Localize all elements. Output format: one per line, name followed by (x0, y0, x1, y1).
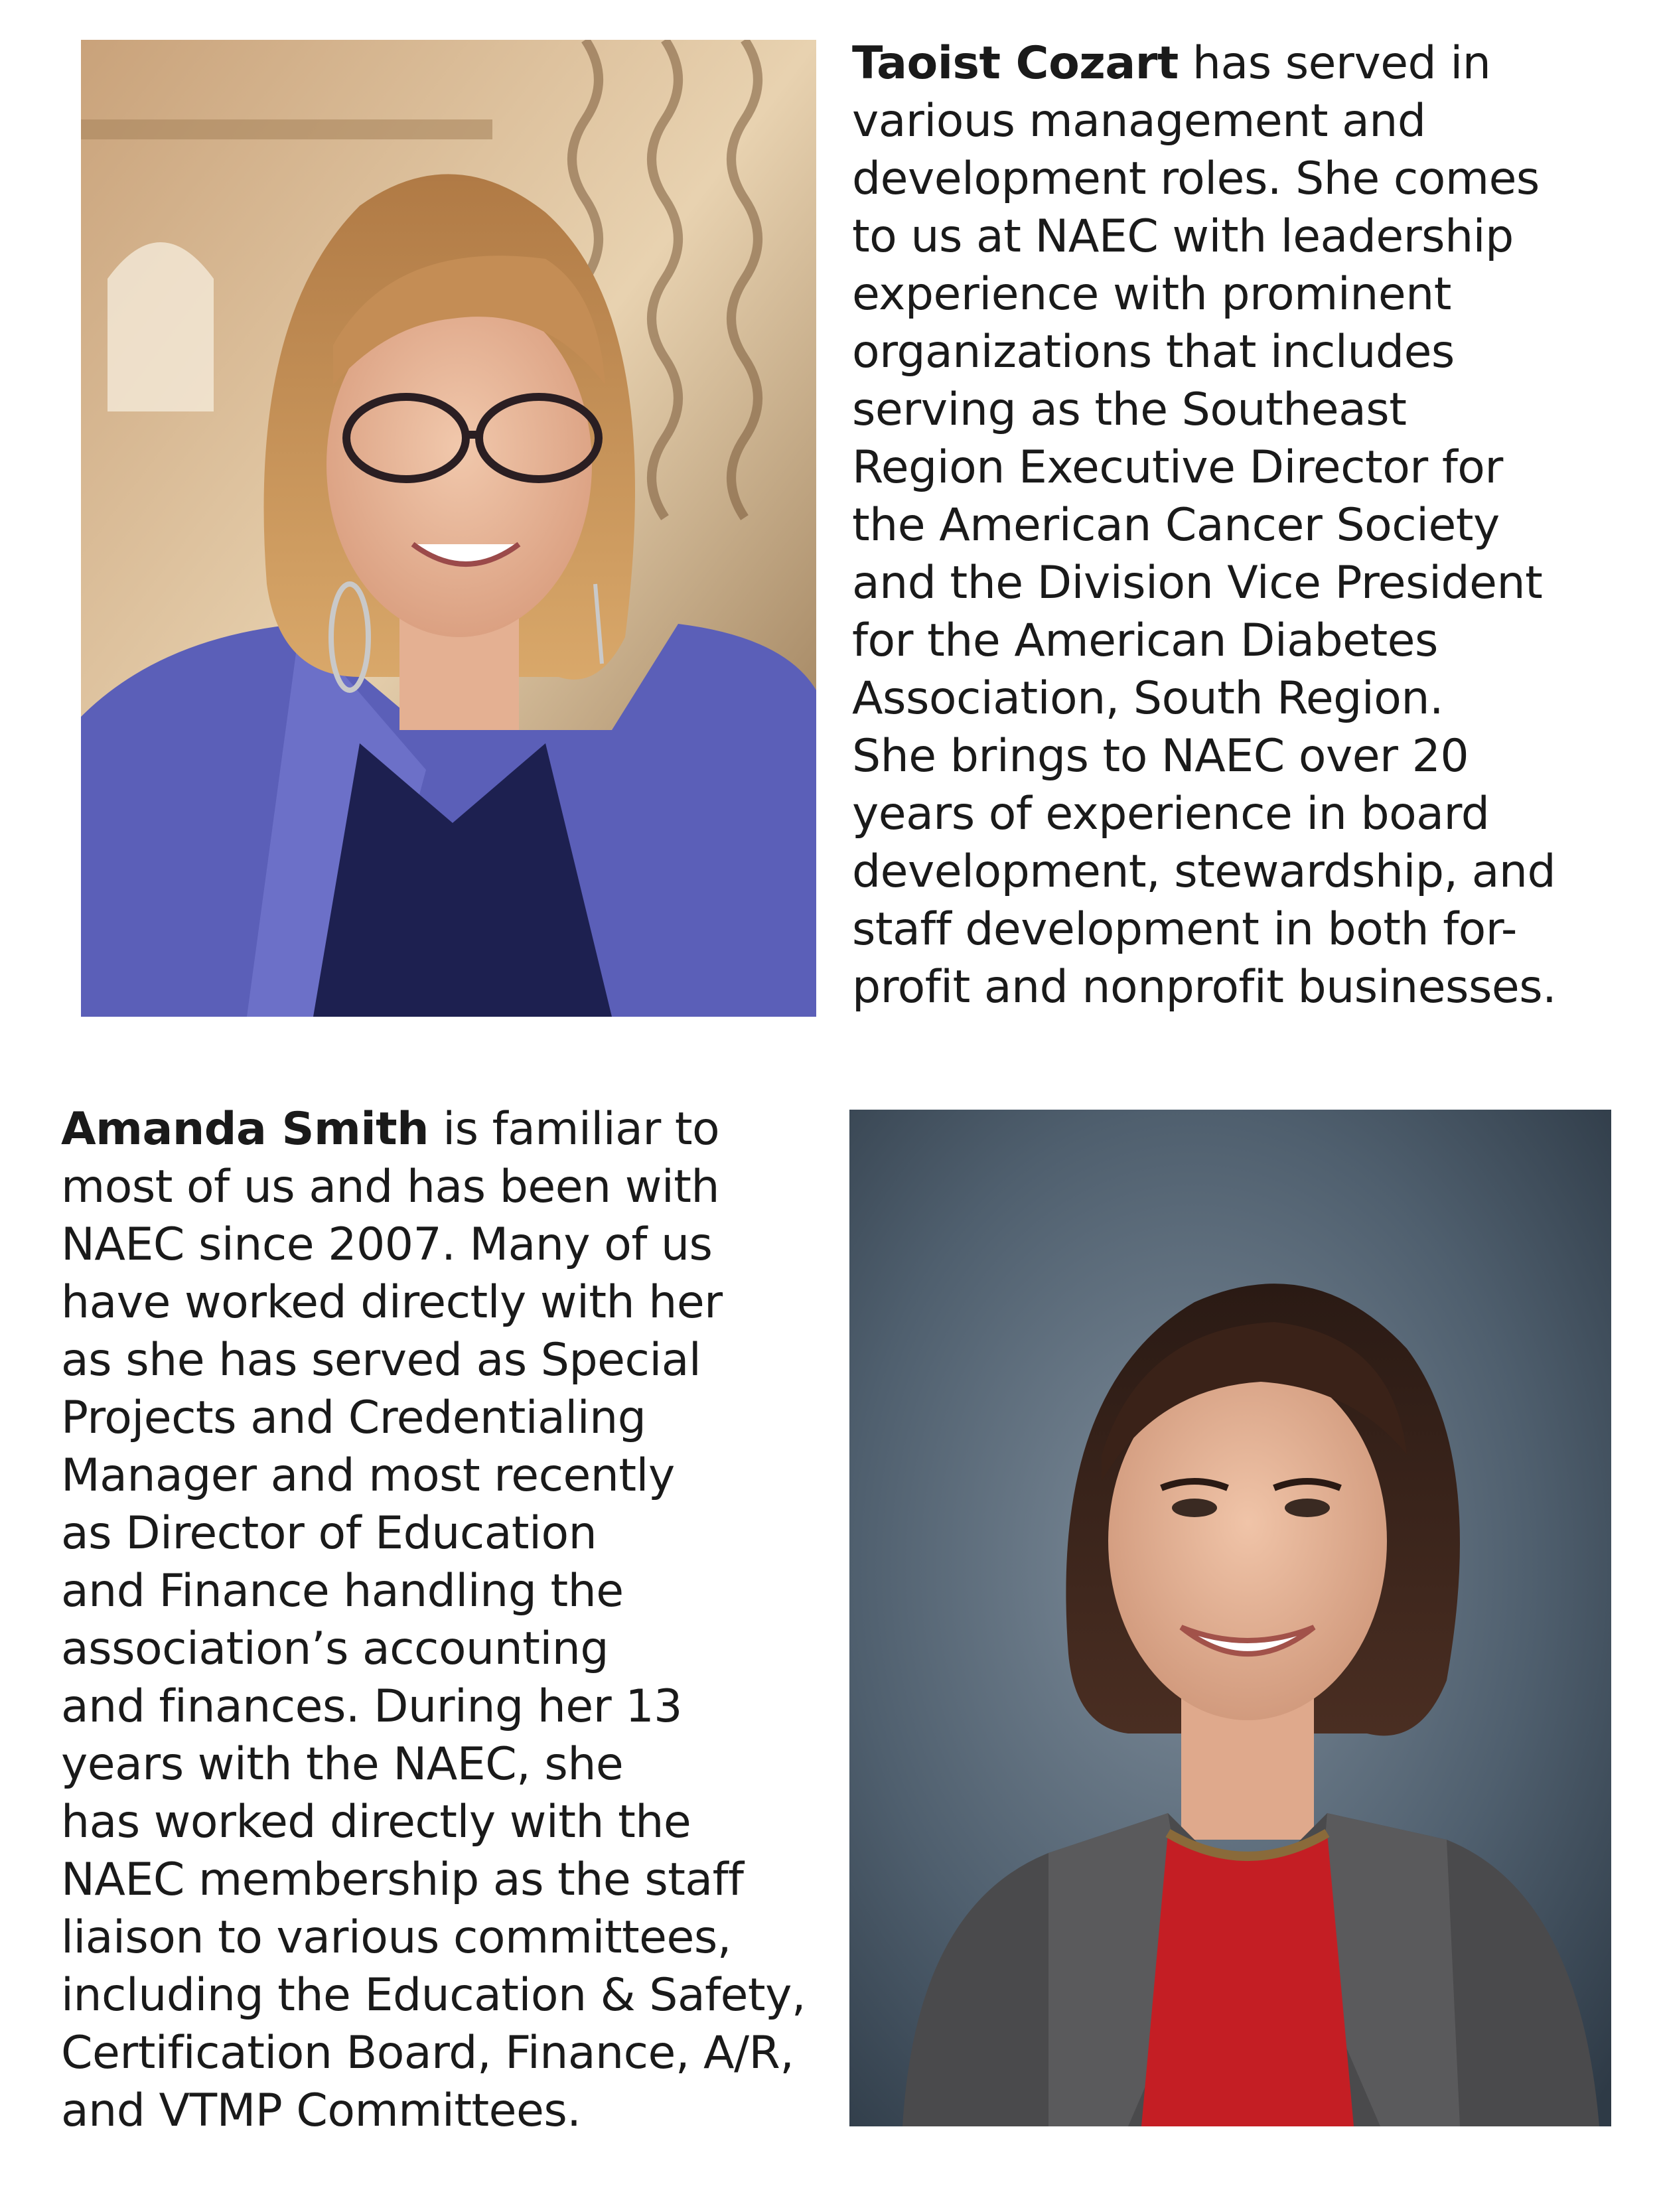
bio-line: Association, South Region. (852, 672, 1444, 725)
bio-line: for the American Diabetes (852, 615, 1438, 667)
rena-cozart-photo (81, 40, 816, 1017)
bio-line: including the Education & Safety, (61, 1969, 806, 2022)
bio-line: as she has served as Special (61, 1334, 701, 1386)
bio-line: Region Executive Director for (852, 441, 1503, 494)
bio-line: as Director of Education (61, 1507, 597, 1560)
bio-line: development, stewardship, and (852, 846, 1556, 898)
amanda-smith-photo (849, 1110, 1611, 2126)
bio-line: and the Division Vice President (852, 557, 1543, 609)
profile-name: Taoist Cozart (852, 37, 1179, 90)
bio-line: NAEC since 2007. Many of us (61, 1218, 713, 1271)
bio-line: various management and (852, 95, 1426, 147)
bio-line: years of experience in board (852, 788, 1490, 840)
bio-line: has worked directly with the (61, 1796, 691, 1848)
bio-line: serving as the Southeast (852, 384, 1407, 436)
bio-line: the American Cancer Society (852, 499, 1500, 552)
bio-line: and finances. During her 13 (61, 1680, 682, 1733)
bio-line: association’s accounting (61, 1623, 609, 1675)
bio-line: profit and nonprofit businesses. (852, 961, 1557, 1013)
bio-line: liaison to various committees, (61, 1911, 731, 1964)
amanda-smith-bio (61, 1100, 837, 2140)
bio-line: organizations that includes (852, 326, 1455, 378)
bio-line (61, 1100, 837, 1158)
bio-text: has served in (1178, 37, 1491, 90)
bio-line: to us at NAEC with leadership (852, 210, 1514, 263)
bio-line: and VTMP Committees. (61, 2085, 581, 2137)
bio-line: Manager and most recently (61, 1449, 675, 1502)
bio-line (852, 35, 1648, 92)
bio-line: staff development in both for- (852, 903, 1517, 956)
profile-name: Amanda Smith (61, 1103, 429, 1155)
bio-line: experience with prominent (852, 268, 1451, 321)
bio-line: Certification Board, Finance, A/R, (61, 2027, 794, 2079)
bio-line: She brings to NAEC over 20 (852, 730, 1469, 782)
bio-line: and Finance handling the (61, 1565, 624, 1617)
rena-cozart-portrait (81, 40, 816, 1017)
bio-line: development roles. She comes (852, 153, 1540, 205)
bio-line: NAEC membership as the staff (61, 1854, 744, 1906)
amanda-smith-portrait (849, 1110, 1611, 2126)
bio-line: years with the NAEC, she (61, 1738, 624, 1791)
bio-text: is familiar to (429, 1103, 720, 1155)
bio-line: most of us and has been with (61, 1161, 720, 1213)
rena-cozart-bio (852, 35, 1648, 1016)
bio-line: have worked directly with her (61, 1276, 723, 1329)
bio-line: Projects and Credentialing (61, 1392, 646, 1444)
